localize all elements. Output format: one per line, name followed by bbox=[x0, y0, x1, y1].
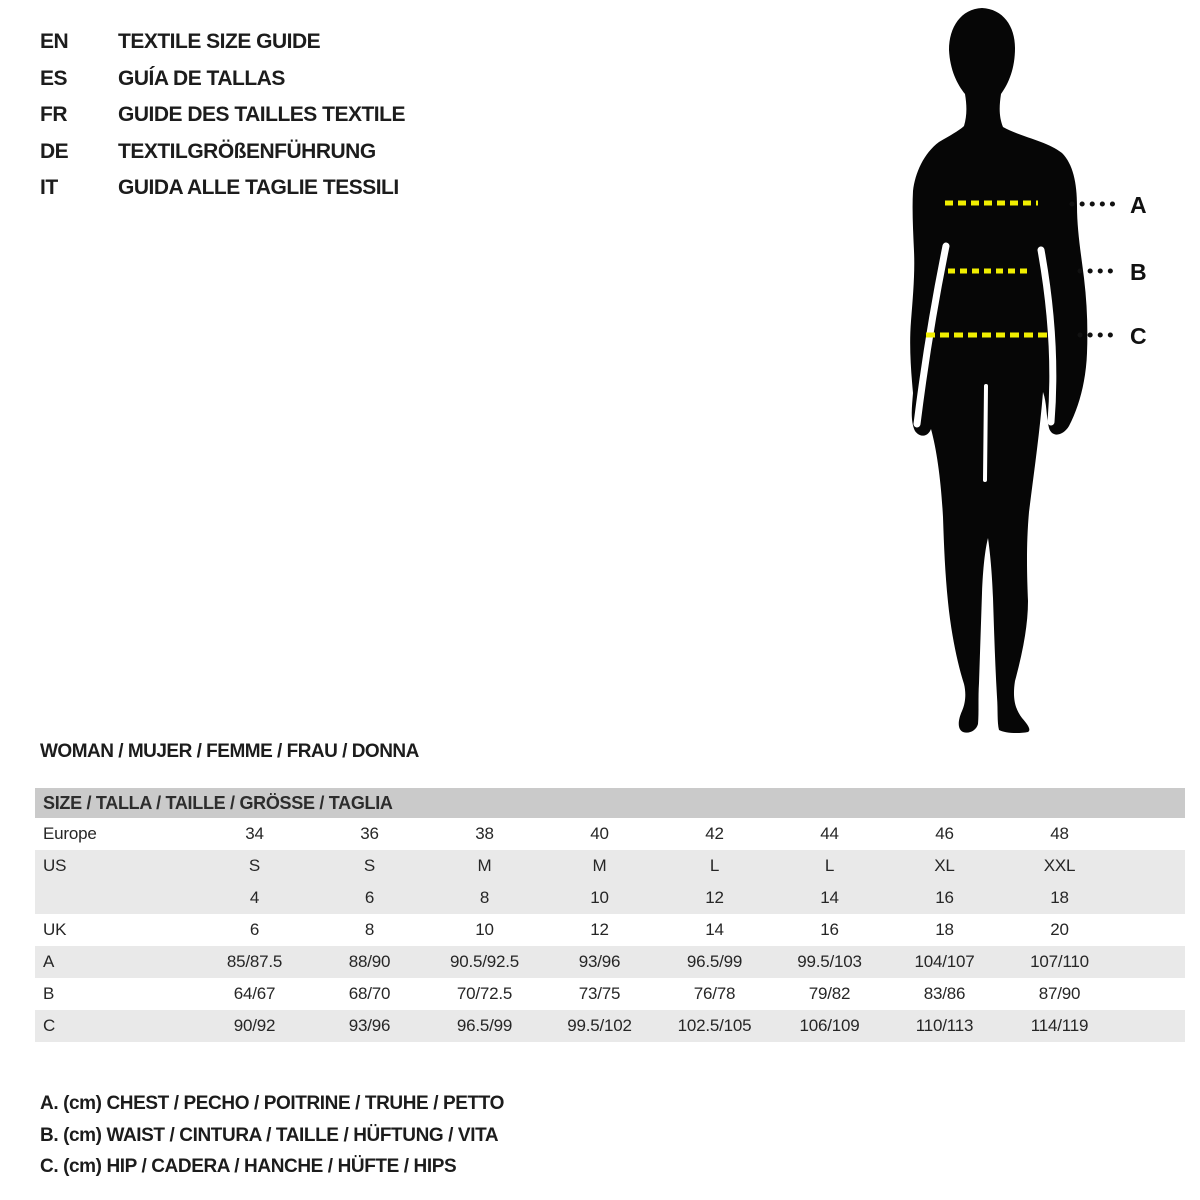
size-cell: 46 bbox=[935, 824, 954, 843]
language-title: TEXTILGRÖßENFÜHRUNG bbox=[118, 139, 376, 163]
size-cell: 99.5/103 bbox=[797, 952, 862, 971]
language-title: GUIDE DES TAILLES TEXTILE bbox=[118, 103, 405, 126]
row-label: A bbox=[43, 952, 55, 971]
size-cell: L bbox=[824, 856, 835, 875]
size-cell: 114/119 bbox=[1030, 1016, 1089, 1035]
size-cell: 87/90 bbox=[1038, 984, 1081, 1003]
row-label: US bbox=[43, 856, 67, 875]
spacer-cell bbox=[1117, 850, 1185, 882]
size-table-section bbox=[35, 788, 1185, 1042]
spacer-cell bbox=[1117, 1010, 1185, 1042]
size-cell: 48 bbox=[1050, 824, 1069, 843]
language-row bbox=[40, 61, 405, 98]
size-cell: S bbox=[363, 856, 376, 875]
row-label: B bbox=[43, 984, 55, 1003]
section-title: WOMAN / MUJER / FEMME / FRAU / DONNA bbox=[40, 741, 419, 762]
size-table-header: SIZE / TALLA / TAILLE / GRÖSSE / TAGLIA bbox=[35, 788, 1185, 818]
table-row-uk bbox=[35, 914, 1185, 946]
woman-silhouette bbox=[910, 8, 1087, 733]
size-cell: 14 bbox=[820, 888, 839, 907]
size-cell: 85/87.5 bbox=[226, 952, 283, 971]
size-cell: 79/82 bbox=[808, 984, 851, 1003]
language-code: ES bbox=[40, 66, 68, 90]
row-label: UK bbox=[43, 920, 67, 939]
row-label: Europe bbox=[43, 824, 97, 843]
table-row-us-numeric bbox=[35, 882, 1185, 914]
size-cell: 6 bbox=[364, 888, 375, 907]
size-cell: 96.5/99 bbox=[686, 952, 743, 971]
size-cell: 70/72.5 bbox=[456, 984, 513, 1003]
size-cell: 93/96 bbox=[578, 952, 621, 971]
size-table bbox=[35, 818, 1185, 1042]
size-cell: 44 bbox=[820, 824, 839, 843]
size-cell: 6 bbox=[249, 920, 260, 939]
size-cell: S bbox=[248, 856, 261, 875]
language-row bbox=[40, 24, 405, 61]
table-row-europe bbox=[35, 818, 1185, 850]
marker-label-chest: A bbox=[1130, 192, 1147, 218]
size-cell: 88/90 bbox=[348, 952, 391, 971]
marker-label-waist: B bbox=[1130, 259, 1147, 285]
size-cell: 20 bbox=[1050, 920, 1069, 939]
size-cell: 93/96 bbox=[348, 1016, 391, 1035]
legend-hip: C. (cm) HIP / CADERA / HANCHE / HÜFTE / HIPS bbox=[40, 1156, 457, 1177]
size-cell: 4 bbox=[249, 888, 260, 907]
size-cell: 18 bbox=[1050, 888, 1069, 907]
size-cell: 64/67 bbox=[233, 984, 276, 1003]
language-row bbox=[40, 134, 405, 171]
size-cell: M bbox=[592, 856, 607, 875]
spacer-cell bbox=[1117, 946, 1185, 978]
size-cell: 83/86 bbox=[923, 984, 966, 1003]
language-code: DE bbox=[40, 139, 69, 163]
size-cell: 102.5/105 bbox=[677, 1016, 752, 1035]
size-cell: XXL bbox=[1043, 856, 1076, 875]
size-cell: 10 bbox=[475, 920, 494, 939]
spacer-cell bbox=[1117, 818, 1185, 850]
language-code: FR bbox=[40, 103, 67, 126]
size-cell: 42 bbox=[705, 824, 724, 843]
leg-gap-line bbox=[985, 386, 986, 480]
table-row-waist bbox=[35, 978, 1185, 1010]
language-code: EN bbox=[40, 30, 69, 53]
spacer-cell bbox=[1117, 914, 1185, 946]
size-cell: 68/70 bbox=[348, 984, 391, 1003]
woman-silhouette-figure bbox=[840, 0, 1200, 750]
size-cell: 90.5/92.5 bbox=[449, 952, 520, 971]
size-cell: 14 bbox=[705, 920, 724, 939]
size-cell: 96.5/99 bbox=[456, 1016, 513, 1035]
size-cell: M bbox=[477, 856, 492, 875]
language-title-block bbox=[40, 24, 405, 207]
size-cell: L bbox=[709, 856, 720, 875]
marker-label-hip: C bbox=[1130, 323, 1147, 349]
size-cell: 12 bbox=[590, 920, 609, 939]
spacer-cell bbox=[1117, 882, 1185, 914]
size-cell: 16 bbox=[820, 920, 839, 939]
language-row bbox=[40, 97, 405, 134]
size-cell: XL bbox=[934, 856, 955, 875]
size-cell: 12 bbox=[705, 888, 724, 907]
size-cell: 38 bbox=[475, 824, 494, 843]
size-cell: 8 bbox=[479, 888, 490, 907]
size-cell: 110/113 bbox=[915, 1016, 974, 1035]
size-cell: 40 bbox=[590, 824, 609, 843]
measure-legend bbox=[40, 1088, 504, 1183]
table-row-hip bbox=[35, 1010, 1185, 1042]
language-row bbox=[40, 170, 405, 207]
legend-chest: A. (cm) CHEST / PECHO / POITRINE / TRUHE / PETTO bbox=[40, 1093, 504, 1114]
size-cell: 18 bbox=[935, 920, 954, 939]
size-cell: 107/110 bbox=[1030, 952, 1089, 971]
language-title: TEXTILE SIZE GUIDE bbox=[118, 30, 321, 53]
language-code: IT bbox=[40, 176, 58, 199]
size-cell: 36 bbox=[360, 824, 379, 843]
row-label: C bbox=[43, 1016, 56, 1035]
size-cell: 34 bbox=[245, 824, 264, 843]
size-cell: 16 bbox=[935, 888, 954, 907]
table-row-chest bbox=[35, 946, 1185, 978]
row-label bbox=[35, 882, 197, 914]
size-cell: 106/109 bbox=[799, 1016, 860, 1035]
size-cell: 76/78 bbox=[693, 984, 736, 1003]
size-cell: 8 bbox=[364, 920, 375, 939]
size-cell: 99.5/102 bbox=[567, 1016, 632, 1035]
size-cell: 104/107 bbox=[914, 952, 975, 971]
spacer-cell bbox=[1117, 978, 1185, 1010]
language-title: GUÍA DE TALLAS bbox=[118, 66, 285, 90]
size-cell: 90/92 bbox=[233, 1016, 276, 1035]
size-cell: 10 bbox=[590, 888, 609, 907]
table-row-us bbox=[35, 850, 1185, 882]
language-title: GUIDA ALLE TAGLIE TESSILI bbox=[118, 176, 399, 199]
size-cell: 73/75 bbox=[578, 984, 621, 1003]
legend-waist: B. (cm) WAIST / CINTURA / TAILLE / HÜFTUNG / VITA bbox=[40, 1124, 499, 1146]
